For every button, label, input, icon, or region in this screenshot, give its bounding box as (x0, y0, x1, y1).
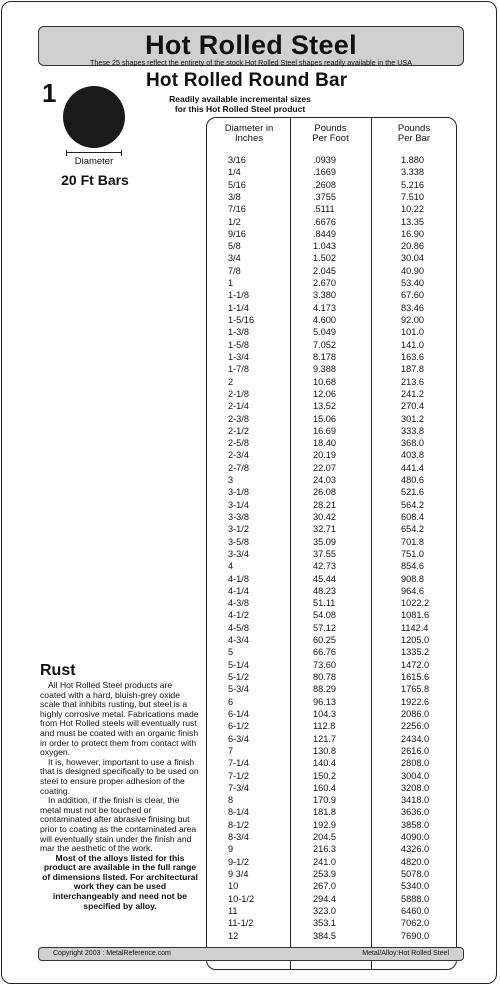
cell-pounds-per-bar: 1765.8 (401, 684, 430, 695)
cell-diameter: 3-1/8 (228, 487, 249, 498)
cell-pounds-per-bar: 13.35 (401, 216, 424, 227)
cell-pounds-per-foot: 88.29 (313, 684, 336, 695)
cell-diameter: 1-1/4 (228, 302, 249, 313)
cell-pounds-per-bar: 3418.0 (401, 795, 430, 806)
cell-diameter: 3-3/8 (228, 511, 249, 522)
table-row (0, 523, 500, 535)
header-ppf-line1: Pounds (314, 123, 347, 134)
cell-pounds-per-foot: .8449 (313, 228, 336, 239)
cell-diameter: 7-3/4 (228, 782, 249, 793)
cell-pounds-per-bar: 10.22 (401, 204, 424, 215)
cell-pounds-per-bar: 141.0 (401, 339, 424, 350)
cell-diameter: 4 (228, 561, 234, 572)
cell-pounds-per-foot: 384.5 (313, 930, 336, 941)
table-row (0, 462, 500, 474)
table-row (0, 228, 500, 240)
cell-pounds-per-bar: 5340.0 (401, 881, 430, 892)
cell-diameter: 4-1/2 (228, 610, 249, 621)
cell-pounds-per-foot: 150.2 (313, 770, 336, 781)
cell-pounds-per-bar: 7.510 (401, 191, 424, 202)
cell-pounds-per-foot: 54.08 (313, 610, 336, 621)
cell-diameter: 5/16 (228, 179, 246, 190)
cell-diameter: 4-3/8 (228, 598, 249, 609)
table-row (0, 622, 500, 634)
header-diameter (208, 124, 290, 144)
cell-diameter: 7/16 (228, 204, 246, 215)
cell-pounds-per-foot: 1.502 (313, 253, 336, 264)
cell-diameter: 2-1/2 (228, 425, 249, 436)
cell-pounds-per-bar: 1142.4 (401, 622, 429, 633)
header-banner (38, 26, 464, 66)
table-row (0, 425, 500, 437)
cell-diameter: 9/16 (228, 228, 246, 239)
cell-diameter: 7-1/2 (228, 770, 249, 781)
rust-paragraph-2: It is, however, important to use a finish that is designed specifically to be used on steel to ensure proper adhesion of the coating. (40, 756, 199, 796)
cell-diameter: 4-1/4 (228, 585, 249, 596)
cell-pounds-per-bar: 3208.0 (401, 782, 430, 793)
table-row (0, 240, 500, 252)
cell-pounds-per-bar: 333.8 (401, 425, 424, 436)
cell-pounds-per-foot: 18.40 (313, 438, 336, 449)
cell-pounds-per-foot: 96.13 (313, 696, 336, 707)
cell-diameter: 8-3/4 (228, 832, 249, 843)
cell-pounds-per-bar: 368.0 (401, 438, 424, 449)
cell-pounds-per-foot: 267.0 (313, 881, 336, 892)
product-subtitle-line2: for this Hot Rolled Steel product (174, 104, 306, 114)
cell-pounds-per-bar: 2808.0 (401, 758, 430, 769)
table-row (0, 511, 500, 523)
cell-pounds-per-bar: 2434.0 (401, 733, 430, 744)
cell-diameter: 1/2 (228, 216, 241, 227)
cell-diameter: 7 (228, 745, 234, 756)
cell-pounds-per-bar: 5.216 (401, 179, 424, 190)
cell-diameter: 1/4 (228, 167, 241, 178)
cell-pounds-per-bar: 16.90 (401, 228, 424, 239)
cell-diameter: 11-1/2 (228, 918, 254, 929)
cell-pounds-per-foot: 170.9 (313, 795, 336, 806)
cell-pounds-per-bar: 564.2 (401, 499, 424, 510)
cell-diameter: 5 (228, 647, 234, 658)
cell-pounds-per-foot: 42.73 (313, 561, 336, 572)
cell-diameter: 6-3/4 (228, 733, 249, 744)
table-row (0, 548, 500, 560)
cell-pounds-per-foot: 294.4 (313, 893, 336, 904)
cell-pounds-per-foot: 51.11 (313, 598, 336, 609)
table-row (0, 363, 500, 375)
cell-diameter: 6-1/2 (228, 721, 249, 732)
cell-pounds-per-bar: 4326.0 (401, 844, 430, 855)
header-pounds-per-foot (290, 124, 371, 144)
cell-diameter: 9 3/4 (228, 868, 249, 879)
footer-copyright: Copyright 2003 : MetalReference.com (53, 950, 171, 957)
cell-pounds-per-bar: 5888.0 (401, 893, 430, 904)
table-row (0, 265, 500, 277)
cell-pounds-per-bar: 701.8 (401, 536, 424, 547)
cell-pounds-per-foot: .0939 (313, 155, 336, 165)
product-subtitle (150, 94, 330, 114)
cell-diameter: 7/8 (228, 265, 241, 276)
cell-pounds-per-bar: 441.4 (401, 462, 424, 473)
cell-pounds-per-foot: 112.8 (313, 721, 336, 732)
cell-pounds-per-foot: 1.043 (313, 241, 336, 252)
cell-pounds-per-bar: 30.04 (401, 253, 424, 264)
header-diameter-line1: Diameter in (224, 123, 274, 134)
cell-diameter: 4-3/4 (228, 635, 249, 646)
cell-pounds-per-bar: 101.0 (401, 327, 424, 338)
cell-pounds-per-bar: 1081.6 (401, 610, 430, 621)
table-row (0, 634, 500, 646)
cell-pounds-per-bar: 67.60 (401, 290, 424, 301)
table-row (0, 437, 500, 449)
table-row (0, 930, 500, 942)
cell-pounds-per-bar: 2086.0 (401, 708, 430, 719)
cell-pounds-per-foot: 253.9 (313, 868, 336, 879)
rust-heading: Rust (40, 662, 76, 679)
cell-pounds-per-foot: 104.3 (313, 708, 336, 719)
cell-diameter: 1 (228, 278, 234, 289)
cell-pounds-per-bar: 854.6 (401, 561, 424, 572)
cell-pounds-per-bar: 1.880 (401, 155, 424, 165)
cell-pounds-per-foot: 241.0 (313, 856, 336, 867)
cell-diameter: 1-3/8 (228, 327, 249, 338)
table-row (0, 179, 500, 191)
cell-pounds-per-bar: 403.8 (401, 450, 424, 461)
cell-diameter: 5-1/4 (228, 659, 249, 670)
table-row (0, 314, 500, 326)
cell-pounds-per-foot: 140.4 (313, 758, 336, 769)
cell-diameter: 3-1/2 (228, 524, 249, 535)
cell-pounds-per-foot: 204.5 (313, 832, 336, 843)
cell-diameter: 8-1/4 (228, 807, 249, 818)
cell-pounds-per-foot: 30.42 (313, 511, 336, 522)
product-subtitle-line1: Readily available incremental sizes (169, 94, 311, 104)
cell-pounds-per-foot: 26.08 (313, 487, 336, 498)
cell-pounds-per-bar: 964.6 (401, 585, 424, 596)
table-row (0, 486, 500, 498)
cell-diameter: 12 (228, 930, 239, 941)
cell-pounds-per-foot: 2.045 (313, 265, 336, 276)
cell-pounds-per-foot: 13.52 (313, 401, 336, 412)
cell-diameter: 2-1/4 (228, 401, 249, 412)
cell-pounds-per-bar: 4090.0 (401, 832, 430, 843)
cell-diameter: 4-1/8 (228, 573, 249, 584)
cell-diameter: 6-1/4 (228, 708, 249, 719)
cell-diameter: 1-3/4 (228, 351, 249, 362)
header-diameter-line2: Inches (235, 133, 263, 144)
table-row (0, 560, 500, 572)
cell-pounds-per-bar: 1205.0 (401, 635, 430, 646)
cell-pounds-per-bar: 480.6 (401, 475, 424, 486)
cell-pounds-per-foot: 32.71 (313, 524, 336, 535)
table-row (0, 351, 500, 363)
table-row (0, 573, 500, 585)
header-pounds-per-bar (371, 124, 457, 144)
header-ppf-line2: Per Foot (312, 133, 349, 144)
cell-diameter: 3 (228, 475, 234, 486)
table-row (0, 277, 500, 289)
cell-pounds-per-foot: 60.25 (313, 635, 336, 646)
table-row (0, 413, 500, 425)
cell-diameter: 3-5/8 (228, 536, 249, 547)
cell-pounds-per-bar: 83.46 (401, 302, 424, 313)
cell-pounds-per-foot: 7.052 (313, 339, 336, 350)
cell-diameter: 2-1/8 (228, 388, 249, 399)
table-row (0, 449, 500, 461)
page-subtitle: These 25 shapes reflect the entirety of the stock Hot Rolled Steel shapes readily available in the USA (89, 58, 413, 67)
cell-pounds-per-bar: 1335.2 (401, 647, 430, 658)
table-row (0, 154, 500, 166)
cell-diameter: 3/4 (228, 253, 241, 264)
diameter-label: Diameter (74, 156, 114, 167)
cell-pounds-per-bar: 751.0 (401, 548, 424, 559)
cell-pounds-per-bar: 92.00 (401, 315, 424, 326)
table-row (0, 609, 500, 621)
cell-diameter: 9 (228, 844, 234, 855)
cell-pounds-per-foot: .6676 (313, 216, 336, 227)
table-row (0, 400, 500, 412)
cell-diameter: 1-5/8 (228, 339, 249, 350)
cell-pounds-per-bar: 908.8 (401, 573, 424, 584)
header-ppb-line1: Pounds (397, 123, 431, 134)
table-row (0, 289, 500, 301)
cell-pounds-per-foot: 66.76 (313, 647, 336, 658)
cell-pounds-per-bar: 7062.0 (401, 918, 430, 929)
cell-pounds-per-foot: 24.03 (313, 475, 336, 486)
cell-diameter: 1-7/8 (228, 364, 249, 375)
cell-diameter: 6 (228, 696, 234, 707)
cell-diameter: 9-1/2 (228, 856, 249, 867)
cell-diameter: 8 (228, 795, 234, 806)
cell-pounds-per-bar: 521.6 (401, 487, 424, 498)
cell-pounds-per-foot: 160.4 (313, 782, 336, 793)
cell-diameter: 2 (228, 376, 234, 387)
cell-diameter: 5-1/2 (228, 672, 249, 683)
cell-pounds-per-bar: 301.2 (401, 413, 424, 424)
rust-paragraph-1: All Hot Rolled Steel products are coated with a hard, bluish-grey oxide scale that inhibits rusting, but steel is a highly corrosive metal. Fabrications made from Hot Rolled steels will eventually rust and must be coated with an organic finish in order to protect them from contact with oxygen. (40, 680, 199, 758)
cell-pounds-per-bar: 241.2 (401, 388, 424, 399)
cell-pounds-per-bar: 608.4 (401, 511, 424, 522)
cell-pounds-per-bar: 6460.0 (401, 905, 430, 916)
table-row (0, 388, 500, 400)
cell-pounds-per-bar: 53.40 (401, 278, 424, 289)
cell-pounds-per-bar: 1472.0 (401, 659, 430, 670)
table-row (0, 339, 500, 351)
rust-alloy-note: Most of the alloys listed for this product are available in the full range of dimensions listed. For architectural work they can be used interchangeably and need not be specified by alloy. (42, 852, 198, 911)
table-row (0, 474, 500, 486)
cell-pounds-per-foot: 57.12 (313, 622, 336, 633)
cell-pounds-per-foot: 15.06 (313, 413, 336, 424)
cell-pounds-per-bar: 3858.0 (401, 819, 430, 830)
table-row (0, 302, 500, 314)
table-row (0, 203, 500, 215)
cell-diameter: 5-3/4 (228, 684, 249, 695)
cell-diameter: 10-1/2 (228, 893, 255, 904)
cell-pounds-per-bar: 270.4 (401, 401, 424, 412)
cell-diameter: 2-3/4 (228, 450, 249, 461)
cell-pounds-per-foot: 8.178 (313, 351, 336, 362)
product-title: Hot Rolled Round Bar (146, 70, 348, 91)
cell-pounds-per-foot: 48.23 (313, 585, 336, 596)
cell-diameter: 10 (228, 881, 239, 892)
cell-diameter: 2-3/8 (228, 413, 249, 424)
cell-pounds-per-bar: 3.338 (401, 167, 424, 178)
cell-pounds-per-foot: 4.173 (313, 302, 336, 313)
rust-paragraph-3: In addition, if the finish is clear, the metal must not be touched or contaminated after abrasive finising but prior to coating as the contaminated area will eventually stain under the finish and mar the aesthetic of the work. (40, 795, 197, 854)
bar-length-label: 20 Ft Bars (61, 172, 129, 188)
cell-diameter: 7-1/4 (228, 758, 249, 769)
cell-pounds-per-foot: .5111 (313, 204, 335, 215)
cell-diameter: 3-1/4 (228, 499, 249, 510)
cell-pounds-per-foot: .2608 (313, 179, 336, 190)
cell-pounds-per-foot: 37.55 (313, 548, 336, 559)
rust-body (40, 681, 200, 911)
table-row (0, 166, 500, 178)
table-row (0, 585, 500, 597)
cell-pounds-per-foot: 5.049 (313, 327, 336, 338)
cell-pounds-per-foot: .3755 (313, 191, 336, 202)
table-row (0, 499, 500, 511)
cell-pounds-per-foot: 121.7 (313, 733, 336, 744)
cell-pounds-per-bar: 20.86 (401, 241, 424, 252)
cell-pounds-per-foot: 35.09 (313, 536, 336, 547)
cell-pounds-per-foot: 181.8 (313, 807, 336, 818)
cell-pounds-per-foot: 20.19 (313, 450, 336, 461)
cell-pounds-per-foot: .1669 (313, 167, 336, 178)
cell-pounds-per-foot: 22.07 (313, 462, 336, 473)
cell-diameter: 1-1/8 (228, 290, 249, 301)
cell-pounds-per-bar: 654.2 (401, 524, 424, 535)
cell-diameter: 2-7/8 (228, 462, 249, 473)
cell-pounds-per-foot: 323.0 (313, 905, 336, 916)
cell-pounds-per-bar: 213.6 (401, 376, 424, 387)
cell-diameter: 5/8 (228, 241, 241, 252)
table-row (0, 917, 500, 929)
cell-pounds-per-foot: 216.3 (313, 844, 336, 855)
cell-pounds-per-foot: 28.21 (313, 499, 336, 510)
cell-pounds-per-foot: 2.670 (313, 278, 336, 289)
table-row (0, 252, 500, 264)
footer-banner (38, 947, 464, 961)
table-row (0, 376, 500, 388)
cell-pounds-per-foot: 73.60 (313, 659, 336, 670)
page-title: Hot Rolled Steel (145, 30, 357, 60)
table-row (0, 597, 500, 609)
cell-pounds-per-foot: 4.600 (313, 315, 336, 326)
table-row (0, 191, 500, 203)
cell-diameter: 3/16 (228, 155, 246, 165)
round-bar-cross-section-icon (63, 86, 125, 148)
cell-pounds-per-bar: 2616.0 (401, 745, 430, 756)
footer-category: Metal/Alloy:Hot Rolled Steel (362, 950, 449, 957)
cell-diameter: 8-1/2 (228, 819, 249, 830)
cell-diameter: 3-3/4 (228, 548, 249, 559)
header-ppb-line2: Per Bar (397, 133, 431, 144)
cell-pounds-per-bar: 3004.0 (401, 770, 430, 781)
cell-pounds-per-bar: 1922.6 (401, 696, 430, 707)
cell-pounds-per-bar: 3636.0 (401, 807, 430, 818)
table-row (0, 326, 500, 338)
cell-pounds-per-foot: 9.388 (313, 364, 336, 375)
cell-pounds-per-foot: 353.1 (313, 918, 336, 929)
cell-pounds-per-foot: 80.78 (313, 672, 336, 683)
cell-pounds-per-foot: 130.8 (313, 745, 336, 756)
cell-pounds-per-foot: 12.06 (313, 388, 336, 399)
cell-pounds-per-bar: 2256.0 (401, 721, 430, 732)
cell-diameter: 2-5/8 (228, 438, 249, 449)
cell-pounds-per-bar: 40.90 (401, 265, 424, 276)
cell-diameter: 11 (228, 905, 238, 916)
cell-pounds-per-foot: 16.69 (313, 425, 336, 436)
cell-pounds-per-bar: 7690.0 (401, 930, 430, 941)
cell-pounds-per-bar: 163.6 (401, 351, 424, 362)
table-row (0, 216, 500, 228)
cell-pounds-per-bar: 4820.0 (401, 856, 430, 867)
cell-diameter: 3/8 (228, 191, 241, 202)
cell-pounds-per-foot: 192.9 (313, 819, 336, 830)
cell-pounds-per-foot: 10.68 (313, 376, 336, 387)
shape-number: 1 (42, 78, 57, 108)
cell-pounds-per-foot: 45.44 (313, 573, 336, 584)
cell-pounds-per-bar: 187.8 (401, 364, 424, 375)
cell-diameter: 1-5/16 (228, 315, 255, 326)
cell-diameter: 4-5/8 (228, 622, 249, 633)
cell-pounds-per-foot: 3.380 (313, 290, 336, 301)
cell-pounds-per-bar: 1615.6 (401, 672, 430, 683)
cell-pounds-per-bar: 1022.2 (401, 598, 430, 609)
table-row (0, 646, 500, 658)
cell-pounds-per-bar: 5078.0 (401, 868, 430, 879)
table-row (0, 536, 500, 548)
